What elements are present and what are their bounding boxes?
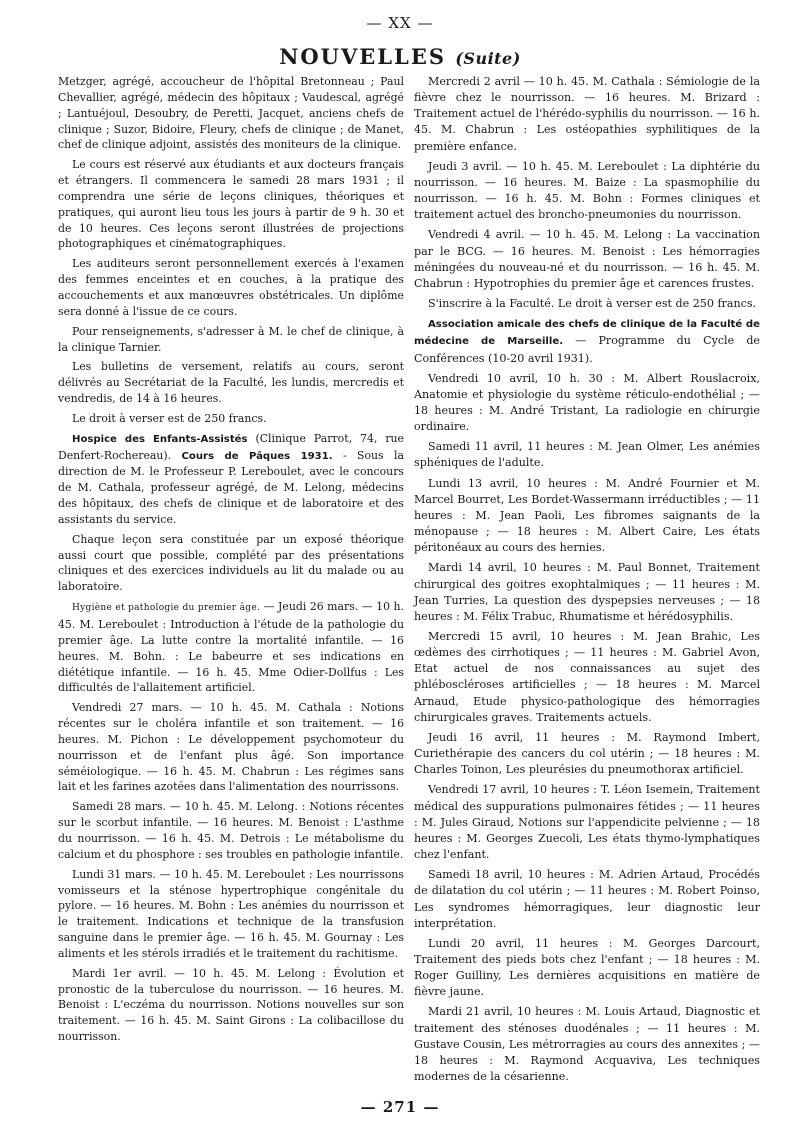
paragraph	[414, 476, 760, 557]
heading-suffix: (Suite)	[455, 49, 521, 68]
paragraph	[414, 316, 760, 366]
paragraph-text: Mardi 21 avril, 10 heures : M. Louis Artaud, Diagnostic et traitement des sténoses duodénales ; — 11 heures : M. Gustave Cousin, Les métrorragies au cours des annexites ; — 18 heures : M. Raymond Acquaviva, Les techniques modernes de la césarienne.	[414, 1005, 760, 1084]
paragraph-text: Jeudi 16 avril, 11 heures : M. Raymond Imbert, Curiethérapie des cancers du col utérin ; — 18 heures : M. Charles Toinon, Les pleurésies du pneumothorax artificiel.	[414, 730, 760, 777]
paragraph	[58, 411, 404, 427]
paragraph	[414, 867, 760, 932]
paragraph-lead-rest: (Clinique Parrot, 74, rue Denfert-Rochereau).	[58, 431, 404, 462]
left-column	[58, 74, 404, 1045]
paragraph-text: - Sous la direction de M. le Professeur P. Lereboulet, avec le concours de M. Cathala, professeur agrégé, de M. Lelong, médecins des hôpitaux, des chefs de clinique et de laboratoire et des assistants du service.	[58, 448, 405, 526]
paragraph-text: Samedi 28 mars. — 10 h. 45. M. Lelong. : Notions récentes sur le scorbut infantile. — 16 heures. M. Benoist : L'asthme du nourrisson. — 16 h. 45. M. Detrois : Le métabolisme du calcium et du phosphore : ses troubles en pathologie infantile.	[58, 800, 404, 861]
right-column	[414, 74, 760, 1085]
paragraph	[58, 157, 404, 252]
paragraph-text: Mercredi 15 avril, 10 heures : M. Jean Brahic, Les œdèmes des cirrhotiques ; — 11 heures : M. Gabriel Avon, Etat actuel de nos connaissances au sujet des phléboscléroses artificielles ; — 18 heures : M. Marcel Arnaud, Etude physico-pathologique des hémorragies chirurgicales graves. Traitements actuels.	[414, 630, 760, 724]
paragraph	[414, 629, 760, 726]
paragraph-text: Lundi 13 avril, 10 heures : M. André Fournier et M. Marcel Bourret, Les Bordet-Wassermann irréductibles ; — 11 heures : M. Jean Paoli, Les fibromes saignants de la ménopause ; — 18 heures : M. Albert Caire, Les états péritonéaux au cours des hernies.	[414, 476, 760, 555]
paragraph	[414, 1004, 760, 1085]
paragraph-bold: Association amicale des chefs de clinique de la Faculté de médecine de Marseille.	[414, 319, 760, 348]
paragraph-sc: Hygiène et pathologie du premier âge.	[72, 603, 261, 614]
paragraph-text: Le droit à verser est de 250 francs.	[72, 411, 267, 425]
paragraph-text: Pour renseignements, s'adresser à M. le chef de clinique, à la clinique Tarnier.	[58, 324, 404, 354]
paragraph-text: — Jeudi 26 mars. — 10 h. 45. M. Lereboulet : Introduction à l'étude de la pathologie du premier âge. La lutte contre la mortalité infantile. — 16 heures. M. Bohn. : Le babeurre et ses indications en diététique infantile. — 16 h. 45. Mme Odier-Dollfus : Les difficultés de l'allaitement artificiel.	[58, 600, 404, 695]
paragraph-text: Samedi 11 avril, 11 heures : M. Jean Olmer, Les anémies sphéniques de l'adulte.	[414, 440, 760, 470]
paragraph	[58, 700, 404, 795]
paragraph	[414, 296, 760, 312]
paragraph	[58, 966, 404, 1045]
paragraph-text: Les bulletins de versement, relatifs au cours, seront délivrés au Secrétariat de la Faculté, les lundis, mercredis et vendredis, de 14 à 16 heures.	[58, 360, 404, 406]
paragraph	[58, 359, 404, 407]
paragraph	[58, 324, 404, 356]
paragraph	[414, 227, 760, 292]
paragraph	[58, 599, 404, 696]
paragraph-text: Lundi 31 mars. — 10 h. 45. M. Lereboulet : Les nourrissons vomisseurs et la sténose hypertrophique congénitale du pylore. — 16 heures. M. Bohn : Les anémies du nourrisson et le traitement. Indications et technique de la transfusion sanguine dans le premier âge. — 16 h. 45. M. Gournay : Les aliments et les stérols irradiés et le traitement du rachitisme.	[58, 867, 404, 960]
paragraph-text: Mardi 1er avril. — 10 h. 45. M. Lelong : Évolution et pronostic de la tuberculose du nourrisson. — 16 heures. M. Benoist : L'eczéma du nourrisson. Notions nouvelles sur son traitement. — 16 h. 45. M. Saint Girons : La colibacillose du nourrisson.	[58, 966, 404, 1044]
paragraph-text: Vendredi 17 avril, 10 heures : T. Léon Isemein, Traitement médical des suppurations pulmonaires fétides ; — 11 heures : M. Jules Giraud, Notions sur l'appendicite pelvienne ; — 18 heures : M. Georges Zuecoli, Les états thymo-lymphatiques chez l'enfant.	[414, 783, 760, 862]
paragraph	[58, 74, 404, 153]
paragraph-text: Jeudi 3 avril. — 10 h. 45. M. Lereboulet : La diphtérie du nourrisson. — 16 heures. M. Baize : La spasmophilie du nourrisson. — 16 h. 45. M. Bohn : Formes cliniques et traitement actuel des broncho-pneumonies du nourrisson.	[414, 159, 760, 222]
paragraph	[414, 782, 760, 863]
paragraph-text: Vendredi 4 avril. — 10 h. 45. M. Lelong : La vaccination par le BCG. — 16 heures. M. Benoist : Les hémorragies méningées du nouveau-né et du nourrisson. — 16 h. 45. M. Chabrun : Hypotrophies du premier âge et carences frustes.	[414, 228, 760, 290]
paragraph-text: Mardi 14 avril, 10 heures : M. Paul Bonnet, Traitement chirurgical des goitres exophtalmiques ; — 11 heures : M. Jean Turries, La question des dyspepsies nerveuses ; — 18 heures : M. Félix Trabuc, Rhumatisme et hérédosyphilis.	[414, 561, 760, 623]
paragraph	[414, 439, 760, 471]
paragraph-bold2: Cours de Pâques 1931.	[181, 450, 333, 462]
paragraph	[58, 799, 404, 862]
paragraph-text: Lundi 20 avril, 11 heures : M. Georges Darcourt, Traitement des pieds bots chez l'enfant ; — 18 heures : M. Roger Guilliny, Les dernières acquisitions en matière de fièvre jaune.	[414, 936, 760, 999]
paragraph	[58, 532, 404, 595]
section-heading	[0, 44, 800, 69]
paragraph-text: Les auditeurs seront personnellement exercés à l'examen des femmes enceintes et en couches, à la pratique des accouchements et aux manœuvres obstétricales. Un diplôme sera donné à l'issue de ce cours.	[58, 257, 404, 318]
page-folio: — 271 —	[360, 1098, 440, 1116]
paragraph	[58, 256, 404, 319]
paragraph-text: S'inscrire à la Faculté. Le droit à verser est de 250 francs.	[428, 297, 757, 311]
paragraph-text: — Programme du Cycle de Conférences (10-20 avril 1931).	[414, 334, 760, 365]
paragraph-lead-bold: Hospice des Enfants-Assistés	[72, 433, 248, 445]
paragraph-text: Mercredi 2 avril — 10 h. 45. M. Cathala : Sémiologie de la fièvre chez le nourrisson. — 16 heures. M. Brizard : Traitement actuel de l'hérédo-syphilis du nourrisson. — 16 h. 45. M. Chabrun : Les ostéopathies syphilitiques de la première enfance.	[414, 75, 760, 153]
paragraph	[414, 74, 760, 155]
heading-title: NOUVELLES	[279, 44, 446, 69]
paragraph-text: Samedi 18 avril, 10 heures : M. Adrien Artaud, Procédés de dilatation du col utérin ; — 11 heures : M. Robert Poinso, Les syndromes hémorragiques, leur diagnostic leur interprétation.	[414, 868, 760, 930]
paragraph-text: Le cours est réservé aux étudiants et aux docteurs français et étrangers. Il commencera le samedi 28 mars 1931 ; il comprendra une série de leçons cliniques, théoriques et pratiques, qui auront lieu tous les jours à partir de 9 h. 30 et de 10 heures. Ces leçons seront illustrées de projections photographiques et cinématographiques.	[58, 158, 404, 251]
paragraph	[414, 730, 760, 778]
paragraph-text: Vendredi 27 mars. — 10 h. 45. M. Cathala : Notions récentes sur le choléra infantile et son traitement. — 16 heures. M. Pichon : Le développement psychomoteur du nourrisson et de l'enfant plus âgé. Son importance séméiologique. — 16 h. 45. M. Chabrun : Les régimes sans lait et les farines azotées dans l'alimentation des nourrissons.	[58, 701, 404, 794]
paragraph	[58, 867, 404, 962]
paragraph	[58, 431, 404, 528]
paragraph	[414, 371, 760, 436]
paragraph	[414, 560, 760, 625]
roman-page-number: — XX —	[366, 14, 434, 32]
paragraph-text: Metzger, agrégé, accoucheur de l'hôpital Bretonneau ; Paul Chevallier, agrégé, médecin des hôpitaux ; Vaudescal, agrégé ; Lantuéjoul, Desoubry, de Peretti, Jacquet, anciens chefs de clinique ; Suzor, Bidoire, Fleury, chefs de clinique ; de Manet, chef de clinique adjoint, assistés des moniteurs de la clinique.	[58, 75, 404, 152]
paragraph	[414, 936, 760, 1001]
paragraph	[414, 159, 760, 224]
paragraph-text: Chaque leçon sera constituée par un exposé théorique aussi court que possible, complété par des présentations cliniques et des exercices individuels au lit du malade ou au laboratoire.	[58, 532, 404, 594]
paragraph-text: Vendredi 10 avril, 10 h. 30 : M. Albert Rouslacroix, Anatomie et physiologie du système réticulo-endothélial ; — 18 heures : M. André Tristant, La radiologie en chirurgie ordinaire.	[414, 371, 760, 434]
